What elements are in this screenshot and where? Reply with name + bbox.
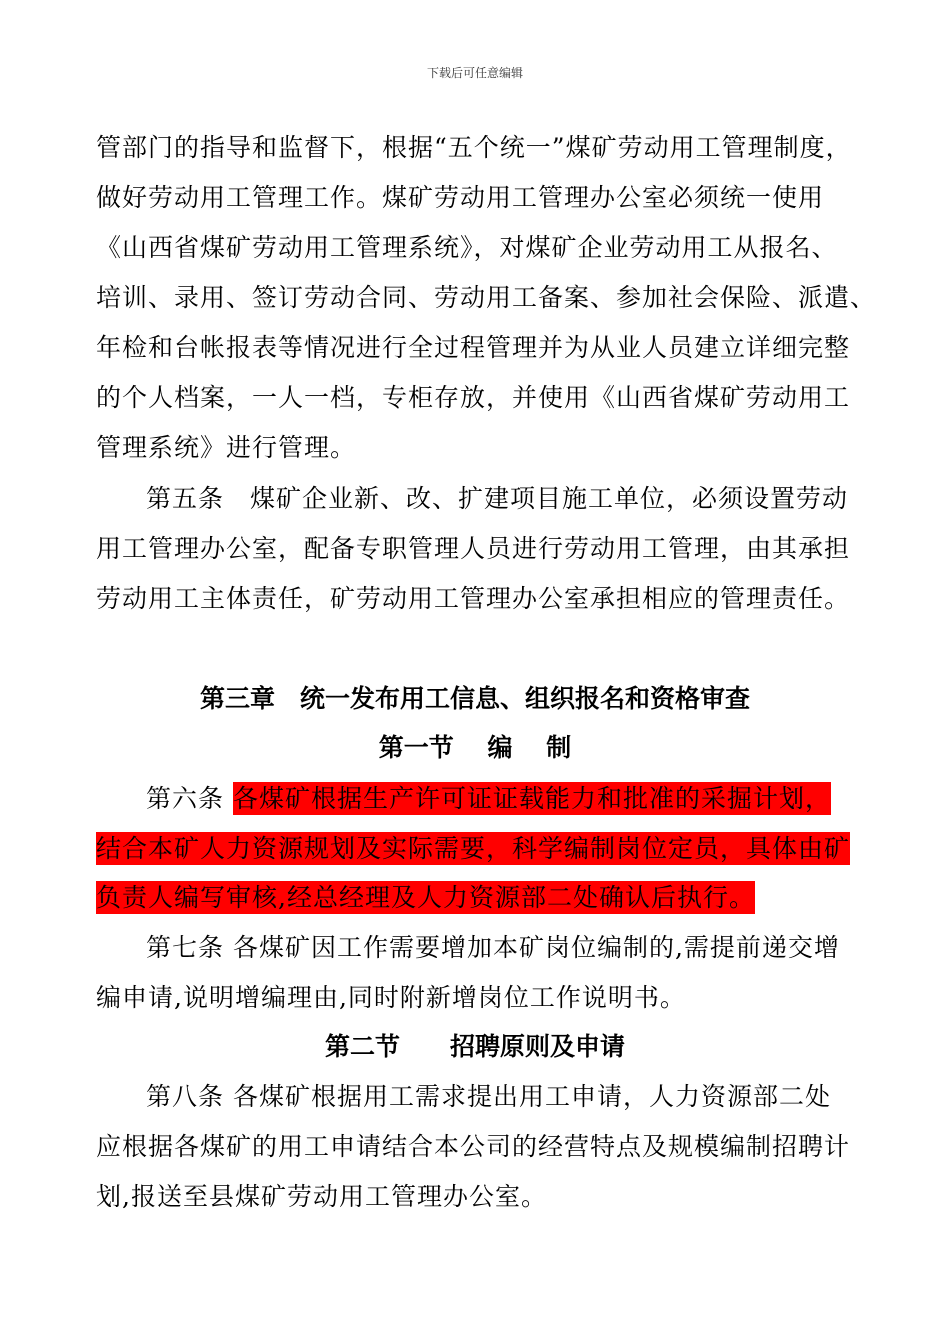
paragraph-line: 管理系统》进行管理。 <box>96 433 357 462</box>
article-6-line <box>146 782 831 816</box>
article-5-line: 第五条 煤矿企业新、改、扩建项目施工单位，必须设置劳动 <box>146 484 849 513</box>
highlighted-text: 各煤矿根据生产许可证证载能力和批准的采掘计划， <box>232 784 831 813</box>
paragraph-line: 做好劳动用工管理工作。煤矿劳动用工管理办公室必须统一使用 <box>96 183 825 212</box>
article-6-line <box>96 832 850 866</box>
page-header: 下载后可任意编辑 <box>426 66 523 80</box>
article-5-line: 劳动用工主体责任，矿劳动用工管理办公室承担相应的管理责任。 <box>96 584 851 613</box>
paragraph-line: 年检和台帐报表等情况进行全过程管理并为从业人员建立详细完整 <box>96 333 851 362</box>
paragraph-line: 培训、录用、签订劳动合同、劳动用工备案、参加社会保险、派遣、 <box>96 283 877 312</box>
highlighted-text: 负责人编写审核,经总经理及人力资源部二处确认后执行。 <box>96 883 755 912</box>
article-8-line: 应根据各煤矿的用工申请结合本公司的经营特点及规模编制招聘计 <box>96 1132 851 1161</box>
article-5-line: 用工管理办公室，配备专职管理人员进行劳动用工管理，由其承担 <box>96 534 851 563</box>
paragraph-line: 管部门的指导和监督下，根据“五个统一”煤矿劳动用工管理制度， <box>96 133 852 162</box>
section-1-title: 第一节 编 制 <box>378 733 572 762</box>
paragraph-line: 《山西省煤矿劳动用工管理系统》，对煤矿企业劳动用工从报名、 <box>96 233 838 262</box>
article-7-line: 第七条 各煤矿因工作需要增加本矿岗位编制的,需提前递交增 <box>146 933 840 962</box>
article-6-line <box>96 881 755 915</box>
highlighted-text: 结合本矿人力资源规划及实际需要，科学编制岗位定员，具体由矿 <box>96 834 851 863</box>
article-8-line: 第八条 各煤矿根据用工需求提出用工申请，人力资源部二处 <box>146 1082 831 1111</box>
chapter-3-title: 第三章 统一发布用工信息、组织报名和资格审查 <box>199 684 750 713</box>
article-6-label: 第六条 <box>146 784 225 813</box>
article-8-line: 划,报送至县煤矿劳动用工管理办公室。 <box>96 1182 547 1211</box>
article-7-line: 编申请,说明增编理由,同时附新增岗位工作说明书。 <box>96 983 686 1012</box>
paragraph-line: 的个人档案，一人一档，专柜存放，并使用《山西省煤矿劳动用工 <box>96 383 851 412</box>
section-2-title: 第二节 招聘原则及申请 <box>324 1032 625 1061</box>
